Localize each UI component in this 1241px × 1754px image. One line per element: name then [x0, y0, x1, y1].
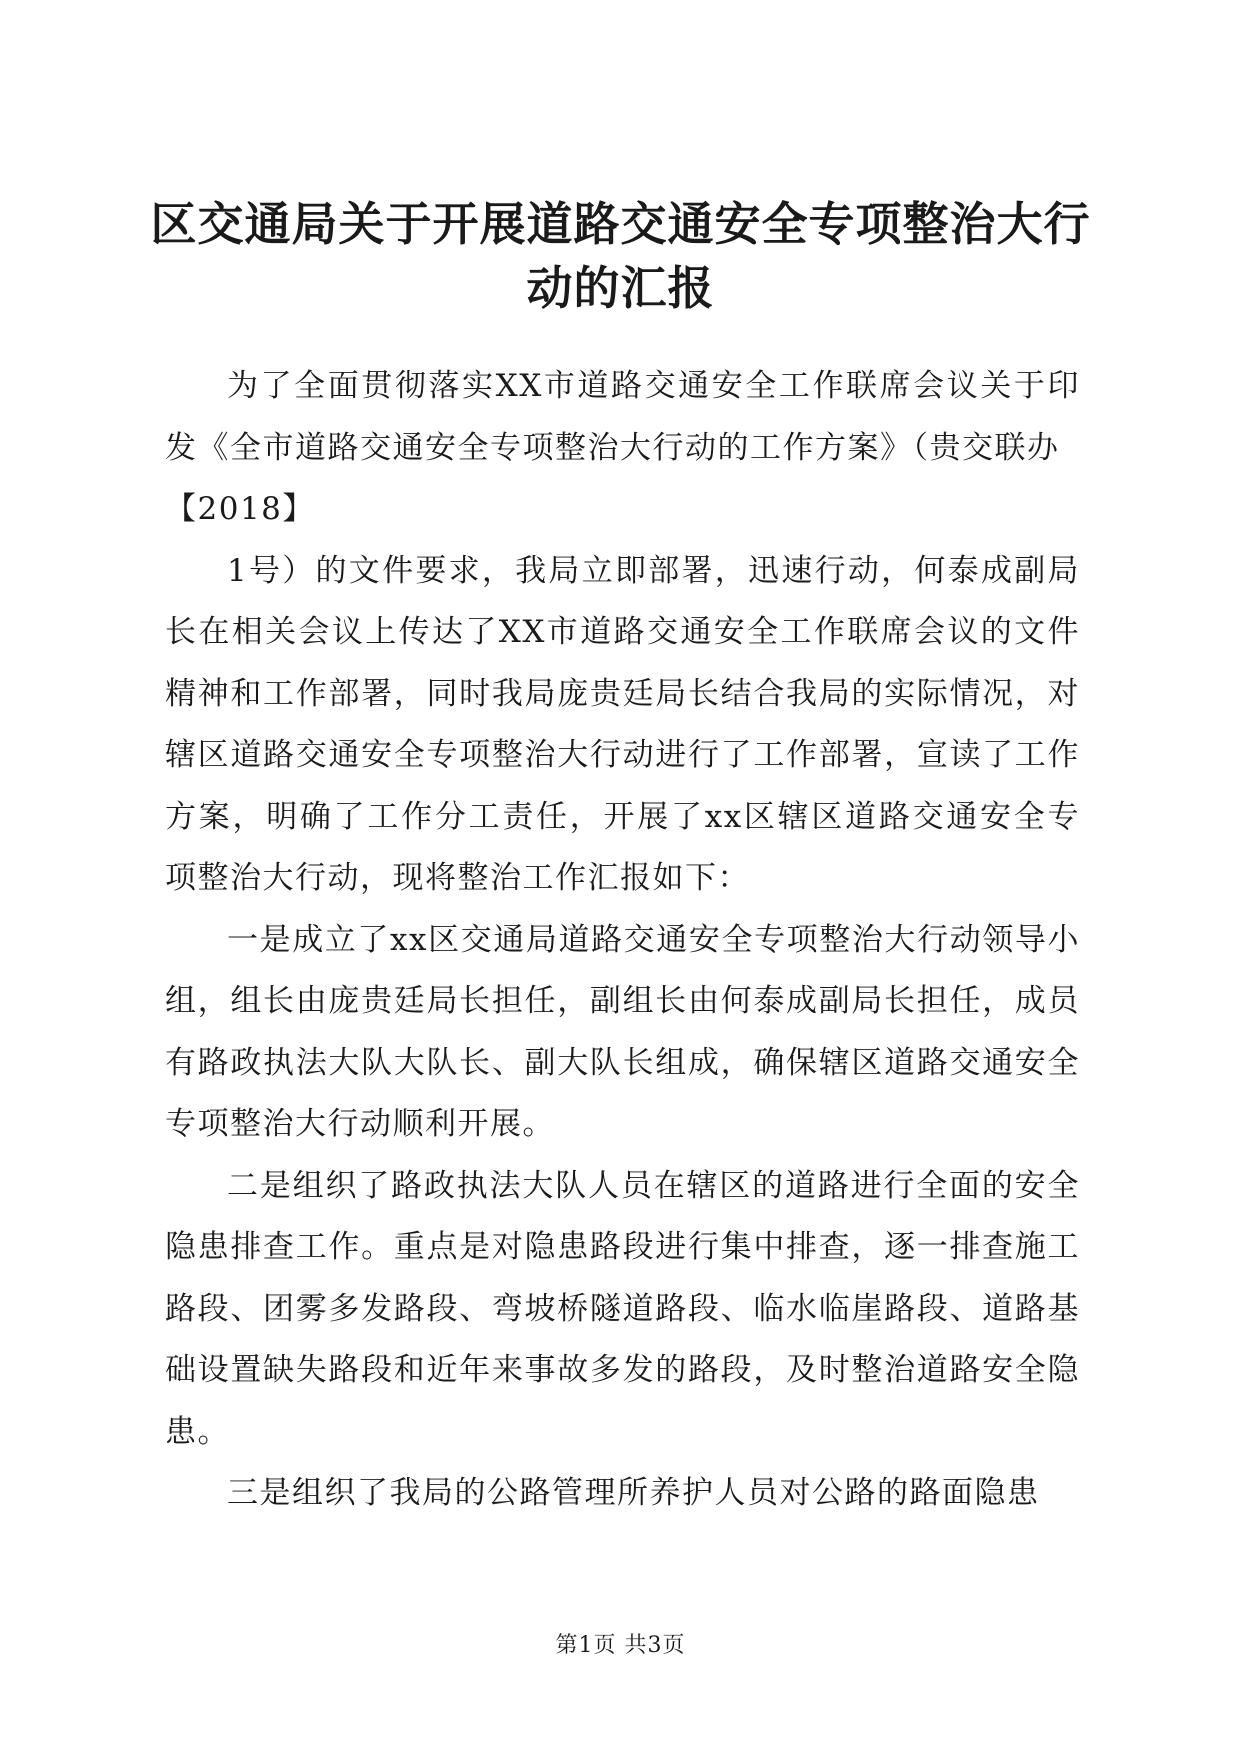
title-line-2: 动的汇报	[526, 261, 715, 315]
paragraph-item-two: 二是组织了路政执法大队人员在辖区的道路进行全面的安全隐患排查工作。重点是对隐患路段进行集中排查，逐一排查施工路段、团雾多发路段、弯坡桥隧道路段、临水临崖路段、道路基础设置缺失路段和近年来事故多发的路段，及时整治道路安全隐患。	[165, 1167, 1080, 1450]
document-title	[150, 192, 1091, 320]
paragraph-intro: 为了全面贯彻落实XX市道路交通安全工作联席会议关于印发《全市道路交通安全专项整治大行动的工作方案》（贵交联办	[165, 368, 1080, 466]
paragraph-doc-number: 【2018】	[165, 491, 315, 527]
paragraph-item-three: 三是组织了我局的公路管理所养护人员对公路的路面隐患	[227, 1475, 1040, 1511]
paragraph-item-one: 一是成立了xx区交通局道路交通安全专项整治大行动领导小组，组长由庞贵廷局长担任，副组长由何泰成副局长担任，成员有路政执法大队大队长、副大队长组成，确保辖区道路交通安全专项整治大行动顺利开展。	[165, 921, 1080, 1142]
document-body	[165, 356, 1080, 1525]
page-number-footer: 第1页 共3页	[555, 1633, 686, 1658]
paragraph-deployment: 1号）的文件要求，我局立即部署，迅速行动，何泰成副局长在相关会议上传达了XX市道路交通安全工作联席会议的文件精神和工作部署，同时我局庞贵廷局长结合我局的实际情况，对辖区道路交通安全专项整治大行动进行了工作部署，宣读了工作方案，明确了工作分工责任，开展了xx区辖区道路交通安全专项整治大行动，现将整治工作汇报如下：	[165, 552, 1080, 896]
title-line-1: 区交通局关于开展道路交通安全专项整治大行	[150, 197, 1091, 251]
